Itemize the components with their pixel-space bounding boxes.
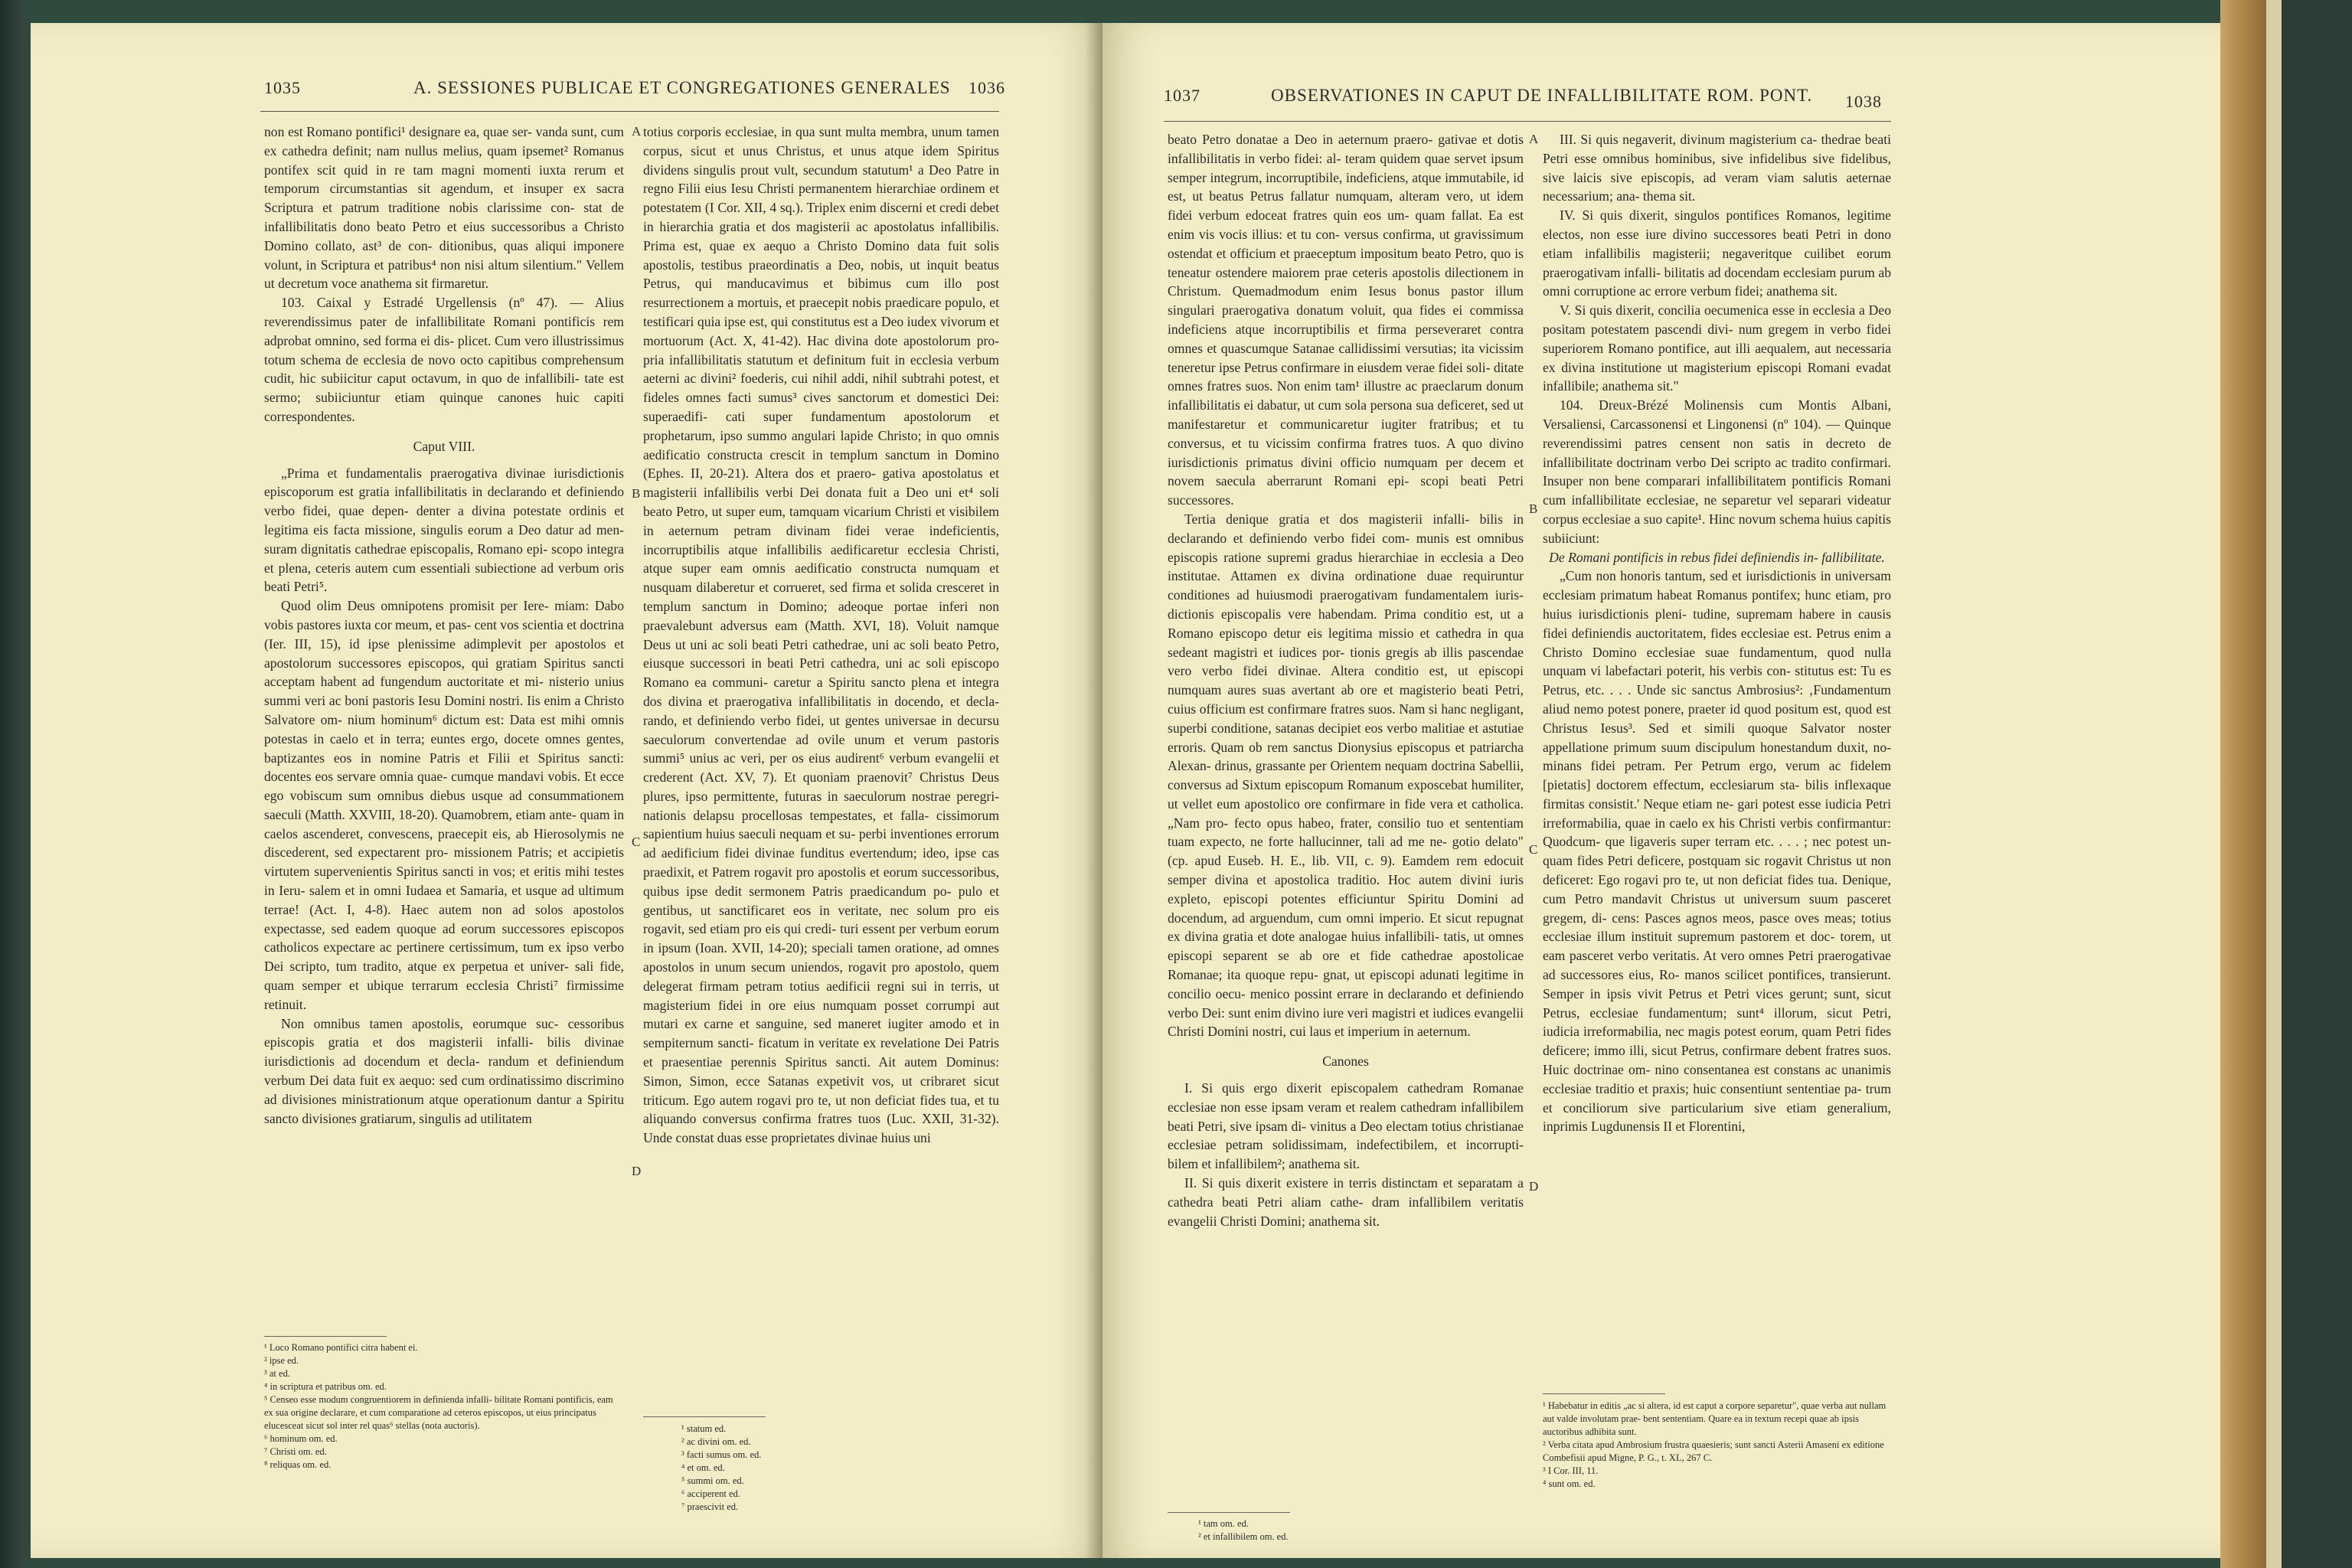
right-column-1-footnotes	[1198, 1517, 1520, 1544]
footnote: ⁷ praescivit ed.	[681, 1501, 739, 1512]
paragraph: III. Si quis negaverit, divinum magisterium ca- thedrae beati Petri esse omnibus hominibus, sive infidelibus sive fidelibus, sive laicis sive episcopis, ad veram viam salutis aeternae necessarium; ana- thema sit.	[1543, 132, 1891, 204]
margin-letter-b: B	[632, 486, 641, 501]
footnote: ¹ Loco Romano pontifici citra habent ei.	[264, 1342, 418, 1353]
paragraph: Non omnibus tamen apostolis, eorumque suc- cessoribus episcopis gratia et dos magisterii infalli- bilis divinae iurisdictionis ad docendum et decla- randum et definiendum verbum Dei data fuit ex aequo: sed cum ordinatissimo discrimino ad divisiones ministrationum atque operationum dantur a Spiritu sancto divisiones gratiarum, singulis ad utilitatem	[264, 1015, 624, 1126]
margin-letter-d: D	[1529, 1179, 1539, 1194]
margin-letter-a: A	[1529, 132, 1539, 146]
left-page-header	[31, 78, 1102, 109]
footnote: ⁵ Censeo esse modum congruentiorem in definienda infalli- bilitate Romani pontificis, eam ex sua origine declarare, et cum comparatione ad ceteros episcopos, ut eius principatus elucesceat sicut sol inter rel quas⁶ stellas (nota auctoris).	[264, 1394, 613, 1431]
paragraph: 104. Dreux-Brézé Molinensis cum Montis Albani, Versaliensi, Carcassonensi et Lingonensi (nº 104). — Quinque reverendissimi patres censent non satis in decreto de infallibilitate doctrinam verbo Dei scripto ac tradito confirmari. Insuper non bene comparari infallibilitatem pontificis Romani cum infallibilitate ecclesiae, ne separetur vel separari videatur corpus ecclesiae a suo capite¹. Hinc novum schema huius capitis subiiciunt:	[1543, 397, 1891, 546]
footnote: ⁵ summi om. ed.	[681, 1475, 744, 1486]
margin-letter-c: C	[632, 835, 641, 849]
left-page	[31, 23, 1102, 1558]
paragraph: Quod olim Deus omnipotens promisit per Iere- miam: Dabo vobis pastores iuxta cor meum, et pas- cent vos scientia et doctrina (Ier. III, 15), id ipse plenissime adimplevit per apostolos et apostolorum successores episcopos, qui gratiam Spiritus sancti acceptam habent ad fungendum auctoritate et mi- nisterio unius summi veri ac boni pastoris Iesu Domini nostri. Iis enim a Christo Salvatore om- nium hominum⁶ dictum est: Data est mihi omnis potestas in caelo et in terra; euntes ergo, docete omnes gentes, baptizantes eos in nomine Patris et Filii et Spiritus sancti: docentes eos servare omnia quae- cumque mandavi vobis. Et ecce ego vobiscum sum omnibus diebus usque ad consummationem saeculi (Matth. XXVIII, 18-20). Quamobrem, etiam ante- quam in caelos ascenderet, convescens, praecepit eis, ab Hierosolymis ne discederent, sed expectarent pro- missionem Patris; et accipietis virtutem supervenientis Spiritus sancti in vos; et eritis mihi testes in Ieru- salem et in omni Iudaea et Samaria, et usque ad ultimum terrae! (Act. I, 4-8). Haec autem non ad solos apostolos expectasse, sed eadem quoque ad eorum successores episcopos catholicos expectare ac pertinere certissimum, tum ex ipso verbo Dei scripto, tum tradito, atque ex perpetua et univer- sali fide, quam semper et ubique terrarum ecclesia Christi⁷ firmissime retinuit.	[264, 598, 625, 1012]
footnote-rule	[643, 1416, 766, 1417]
right-column-1	[1168, 130, 1524, 1230]
footnote: ³ facti sumus om. ed.	[681, 1449, 762, 1460]
paragraph: Tertia denique gratia et dos magisterii infalli- bilis in declarando et definiendo verbo fidei com- munis est omnibus episcopis ratione supremi gradus hierarchiae in ecclesia a Deo institutae. Attamen ex divina ordinatione duae requiruntur conditiones ad huiusmodi praerogativam fundamentalem iuris- dictionis episcopalis vere habendam. Prima conditio est, ut a Romano episcopo detur eis legitima missio et cathedra in qua sedeant magistri et iudices por- tionis gregis ab illis pascendae vero verbo fidei divinae. Altera conditio est, ut episcopi numquam aures suas avertant ab ore et magisterio beati Petri, cuius officium est confirmare fratres suos. Nam si hanc negligant, superbi conditione, satanas decipiet eos verbo malitiae et astutiae erroris. Quam ob rem sanctus Dionysius episcopus et patriarcha Alexan- drinus, grassante per Orientem nequam doctrina Sabellii, conversus ad Sixtum episcopum Romanum exposcebat humiliter, ut vellet eum apostolico ore confirmare in fide vera et catholica. „Nam pro- fecto opus habeo, frater, consilio tuo et sententiam tuam expecto, ne forte hallucinner, tali ad me ne- gotio delato" (cp. apud Euseb. H. E., lib. VII, c. 9). Eamdem rem edocuit semper divina et apostolica traditio. Hoc autem divini iuris expleto, episcopi potentes efficiuntur Spiritu Domini ad docendum, ad arguendum, cum omni imperio. Et sicut repugnat ex divina gratia et dote analogae huius infallibili- tatis, ut omnes episcopi separent se ab ore et fide cathedrae apostolicae Romanae; ita quoque repu- gnat, ut episcopi adunati legitime in concilio oecu- menico possint errare in declarando et definiendo verbo Dei: sunt enim divino iure veri magistri et iudices evangelii Christi Domini nostri, cui laus et imperium in aeternum.	[1168, 511, 1524, 1040]
left-column-2	[643, 122, 999, 1148]
margin-letter-b: B	[1529, 501, 1538, 516]
schema-title: De Romani pontificis in rebus fidei definiendis in- fallibilitate.	[1549, 549, 1885, 565]
footnote: ⁶ hominum om. ed.	[264, 1433, 338, 1444]
left-column-2-footnotes	[681, 1423, 988, 1514]
footnote: ² et infallibilem om. ed.	[1198, 1531, 1289, 1542]
footnote-rule	[1168, 1512, 1290, 1513]
page-number-1037: 1037	[1164, 86, 1200, 105]
footnote-rule	[264, 1336, 387, 1337]
footnote: ⁴ sunt om. ed.	[1543, 1478, 1596, 1489]
right-column-2-footnotes	[1543, 1400, 1891, 1491]
paragraph: „Cum non honoris tantum, sed et iurisdictionis in universam ecclesiam primatum habeat Romanus pontifex; hunc etiam, pro huius iurisdictionis pleni- tudine, supremam habere in causis fidei definiendis auctoritatem, fides ecclesiae est. Petrus enim a Christo Domino ecclesiae suae fundamentum, quod nulla unquam vi labefactari poterit, his verbis con- stitutus est: Tu es Petrus, etc. . . . Unde sic sanctus Ambrosius²: ‚Fundamentum aliud nemo potest ponere, praeter id quod positum est, quod est Christus Iesus³. Sed et simili quoque Salvator noster appellatione primum suum discipulum honestandum duxit, no- minans fidei petram. Per Petrum ergo, verum ac fidelem [pietatis] doctorem effectum, ecclesiarum sta- bilis inflexaque firmitas consistit.' Neque etiam ne- gari potest esse iudicia Petri irreformabilia, quae in caelo ex his Christi verbis confirmantur: Quodcum- que ligaveris super terram etc. . . . ; nec potest un- quam fides Petri deficere, postquam sic rogavit Christus ut non deficeret: Ego rogavi pro te, ut non deficiat fides tua. Denique, cum Petro mandavit Christus ut universum suum pasceret gregem, di- cens: Pasces agnos meos, pasce oves meas; totius ecclesiae illum instituit supremum pastorem et doc- torem, ut eam pasceret verbo veritatis. At vero omnes Petri praerogativae ad successores eius, Ro- manos scilicet pontifices, transierunt. Semper in ipsis vivit Petrus et Petri vices gerunt; sunt, sicut Petrus, ecclesiae fundamentum; sunt⁴ illorum, sicut Petri, iudicia irreformabilia, nec magis potest eorum, quam Petri fides deficere; immo illi, sicut Petrus, confirmare debent fratres suos. Huic doctrinae om- nino consentanea est constans ac unanimis ecclesiae traditio et praxis; huic consentiunt sententiae pa- trum et conciliorum sive particularium sive etiam generalium, inprimis Lugdunensis II et Florentini,	[1543, 568, 1891, 1135]
page-number-1038: 1038	[1845, 92, 1882, 111]
footnote: ² ac divini om. ed.	[681, 1436, 751, 1447]
chapter-heading: Caput VIII.	[413, 438, 475, 454]
footnote: ³ at ed.	[264, 1368, 290, 1379]
footnote: ² Verba citata apud Ambrosium frustra quaesieris; sunt sancti Asterii Amaseni ex editione Combefisii apud Migne, P. G., t. XL, 267 C.	[1543, 1439, 1884, 1463]
right-column-2	[1543, 130, 1891, 1136]
footnote: ¹ Habebatur in editis „ac si altera, id est caput a corpore separetur", quae verba aut nullam aut valde involutam prae- bent sententiam. Quare ea in textum recepi quae ab ipsis auctoribus adhibita sunt.	[1543, 1400, 1886, 1437]
footnote: ³ I Cor. III, 11.	[1543, 1465, 1599, 1476]
left-column-1	[264, 122, 624, 1128]
paragraph: IV. Si quis dixerit, singulos pontifices Romanos, legitime electos, non esse iure divino successores beati Petri in dono etiam infallibilis magisterii; negaveritque cuilibet eorum praerogativam infalli- bilitatis ad docendam ecclesiam purum ab omni corruptione ac errore verbum fidei; anathema sit.	[1543, 207, 1891, 299]
paragraph: „Prima et fundamentalis praerogativa divinae iurisdictionis episcoporum est gratia infallibilitatis in declarando et definiendo verbo fidei, quae depen- denter a divina potestate ordinis et legitima eis facta missione, singulis eorum a Deo datur ad men- suram dignitatis cathedrae episcopalis, Romano epi- scopo integra et plena, ceteris autem cum essentiali subiectione ad verbum oris beati Petri⁵.	[264, 465, 624, 595]
margin-letter-c: C	[1529, 842, 1538, 857]
paragraph: 103. Caixal y Estradé Urgellensis (nº 47). — Alius reverendissimus pater de infallibilitate Romani pontificis rem adprobat omnino, sed forma ei dis- plicet. Cum vero illustrissimus totum schema de ecclesia de novo octo capitibus comprehensum cudit, hic subiicitur caput octavum, in quo de infallibili- tate est sermo; subiiciuntur etiam quinque canones huic capiti correspondentes.	[264, 295, 624, 424]
margin-letter-d: D	[632, 1164, 642, 1178]
paragraph: I. Si quis ergo dixerit episcopalem cathedram Romanae ecclesiae non esse ipsam veram et realem cathedram infallibilem beati Petri, sive ipsam di- vinitus a Deo electam totius christianae ecclesiae petram solidissimam, indefectibilem, et incorrupti- bilem et infallibilem²; anathema sit.	[1168, 1080, 1524, 1172]
page-number-1036: 1036	[969, 78, 1005, 97]
paragraph: II. Si quis dixerit existere in terris distinctam et separatam a cathedra beati Petri aliam cathe- dram infallibilem veritatis evangelii Christi Domini; anathema sit.	[1168, 1175, 1524, 1229]
paragraph: beato Petro donatae a Deo in aeternum praero- gativae et dotis infallibilitatis in verbo fidei: al- teram quidem quae servet ipsum semper integrum, incorruptibile, indeficiens, atque immutabile, id est, ut beatus Petrus fallatur numquam, alteram vero, ut idem fidei verbum edoceat fratres quin eos um- quam fallat. Ea est enim vis vocis illius: et tu con- versus confirma, ut gravissimum ostendat et officium et praeceptum impositum beato Petro, quo is teneatur ostendere maiorem prae ceteris apostolis dilectionem in Christum. Quemadmodum enim Iesus bonus pastor illum singulari praerogativa donatum voluit, qua fides ei commissa indeficiens atque incorruptibilis et firma perseveraret contra omnes et quascumque Satanae callidissimi versutias; ita vicissim teneretur ipse Petrus confirmare in eiusdem verae fidei soli- ditate omnes fratres suos. Non enim tam¹ illustre ac praeclarum donum infallibilitatis ei dabatur, ut cum sola persona sua deficeret, sed ut manifestaretur et communicaretur iugiter fratribus; et tu conversus, et tu vicissim confirma fratres tuos. A quo divino iurisdictionis primatus divini officio numquam per decem et novem saecula aberrarunt Romani epi- scopi beati Petri successores.	[1168, 132, 1524, 508]
footnote: ² ipse ed.	[264, 1355, 299, 1366]
footnote: ⁶ acciperent ed.	[681, 1488, 740, 1499]
margin-letter-a: A	[632, 124, 642, 139]
page-number-1035: 1035	[264, 78, 301, 97]
footnote: ¹ statum ed.	[681, 1423, 727, 1434]
footnote: ⁴ in scriptura et patribus om. ed.	[264, 1381, 387, 1392]
book-binding	[2220, 0, 2352, 1568]
right-page	[1102, 23, 2220, 1558]
paragraph: totius corporis ecclesiae, in qua sunt multa membra, unum tamen corpus, sicut et unus Christus, et unus atque idem Spiritus dividens singulis prout vult, secundum statutum¹ a Deo Patre in regno Filii eius Iesu Christi permanentem hierarchiae ordinem et potestatem (I Cor. XII, 4 sq.). Triplex enim discerni et credi debet in hierarchia gratia et dos magisterii ac apostolatus infallibilis. Prima est, quae ex aequo a Christo Domino data fuit solis apostolis, testibus praeordinatis a Deo, nobis, ut inquit beatus Petrus, qui manducavimus et bibimus cum illo post resurrectionem a mortuis, et praecepit nobis praedicare populo, et testificari quia ipse est, qui constitutus est a Deo iudex vivorum et mortuorum (Act. X, 41-42). Hac divina dote apostolorum pro- pria infallibilitatis statutum et definitum fuit in ecclesia verbum aeterni ac divini² foederis, cui nihil addi, nihil subtrahi potest, et fideles omnes facti sumus³ cives sanctorum et domestici Dei: superaedifi- cati super fundamentum apostolorum et prophetarum, ipso summo angulari lapide Christo; in quo omnis aedificatio constructa crescit in templum sanctum in Domino (Ephes. II, 20-21). Altera dos et praero- gativa apostolatus et magisterii infallibilis verbi Dei donata fuit a Deo uni et⁴ soli beato Petro, ut super eum, tamquam vicarium Christi et visibilem in aeternum petram divinam fidei verae indeficientis, incorruptibilis atque infallibilis aedificaretur ecclesia Christi, atque super eam omnis aedificatio constructa numquam et nusquam dilaberetur et corrueret, sed firma et solida cresceret in templum sanctum in Domino; adeoque portae inferi non praevalebunt adversus eam (Matth. XVI, 18). Voluit namque Deus ut uni ac soli beati Petri cathedrae, uni ac soli beato Petro, eiusque successori in beati Petri cathedra, uni ac soli episcopo Romano ea communi- caretur a Spiritu sancto plena et integra dos divina et praerogativa infallibilitatis in docendo, et decla- rando, et definiendo verbo fidei, ut gentes universae in decursu saeculorum convertendae ad ovile unum et verum pastoris summi⁵ unius ac veri, per os eius audirent⁶ verbum evangelii et crederent (Act. XV, 7). Et quoniam praenovit⁷ Christus Deus plures, ipso permittente, futuras in saeculorum nostrae peregri- nationis delapsu procellosas tempestates, et falla- cissimorum sapientium huius saeculi nequam et su- perbi inventiones errorum ad aedificium fidei divinae funditus evertendum; ideo, ipse cas praedixit, et Patrem rogavit pro apostolis et eorum successoribus, quibus ipse dedit sermonem Patris praedicandum po- pulo et gentibus, ut sanctificaret eos in veritate, nec solum pro eis rogavit, sed etiam pro eis qui credi- turi essent per verbum eorum in ipsum (Ioan. XVII, 14-20); speciali tamen oratione, ad omnes apostolos in unum secum uniendos, rogavit pro apostolo, quem delegerat firmam petram totius aedificii regni sui in terris, ut magisterium fidei in ore eius numquam posset corrumpi aut mutari ex carne et sanguine, sed maneret iugiter amodo et in sempiternum sancti- ficatum in veritate ex revelatione Dei Patris et praesentiae perennis Spiritus sancti. Ait autem Dominus: Simon, Simon, ecce Satanas expetivit vos, ut cribraret sicut triticum. Ego autem rogavi pro te, ut non deficiat fides tua, et tu aliquando conversus confirma fratres tuos (Luc. XXII, 31-32). Unde constat duas esse proprietates divinae huius uni	[643, 124, 999, 1146]
header-rule	[260, 111, 999, 112]
footnote-rule	[1543, 1393, 1665, 1394]
header-rule	[1164, 121, 1891, 122]
footnote: ¹ tam om. ed.	[1198, 1518, 1249, 1529]
left-column-1-footnotes	[264, 1341, 624, 1472]
footnote: ⁷ Christi om. ed.	[264, 1446, 327, 1457]
right-page-header	[1102, 86, 2220, 116]
footnote: ⁸ reliquas om. ed.	[264, 1459, 332, 1470]
running-title: OBSERVATIONES IN CAPUT DE INFALLIBILITATE ROM. PONT.	[1271, 86, 1813, 105]
paragraph: V. Si quis dixerit, concilia oecumenica esse in ecclesia a Deo positam potestatem pascendi divi- num gregem in verbo fidei superiorem Romano pontifice, aut illi aequalem, aut necessaria ex divina institutione ut magisterium episcopi Romani evadat infallibile; anathema sit."	[1543, 302, 1891, 394]
footnote: ⁴ et om. ed.	[681, 1462, 725, 1473]
paragraph: non est Romano pontifici¹ designare ea, quae ser- vanda sunt, cum ex cathedra definit; nam nullus melius, quam ipsemet² Romanus pontifex scit quid in re tam magni momenti iuxta rerum et temporum circumstantias sit agendum, et insuper ex sacra Scriptura et patrum traditione nobis clarissime con- stat de infallibilitatis dono beato Petro et eius successoribus a Christo Domino collato, ast³ de con- ditionibus, quas aliqui imponere volunt, in Scriptura et patribus⁴ non nisi altum silentium." Vellem ut decretum voce anathema sit firmaretur.	[264, 124, 624, 292]
running-title: A. SESSIONES PUBLICAE ET CONGREGATIONES GENERALES	[413, 78, 951, 97]
canones-heading: Canones	[1322, 1054, 1369, 1070]
